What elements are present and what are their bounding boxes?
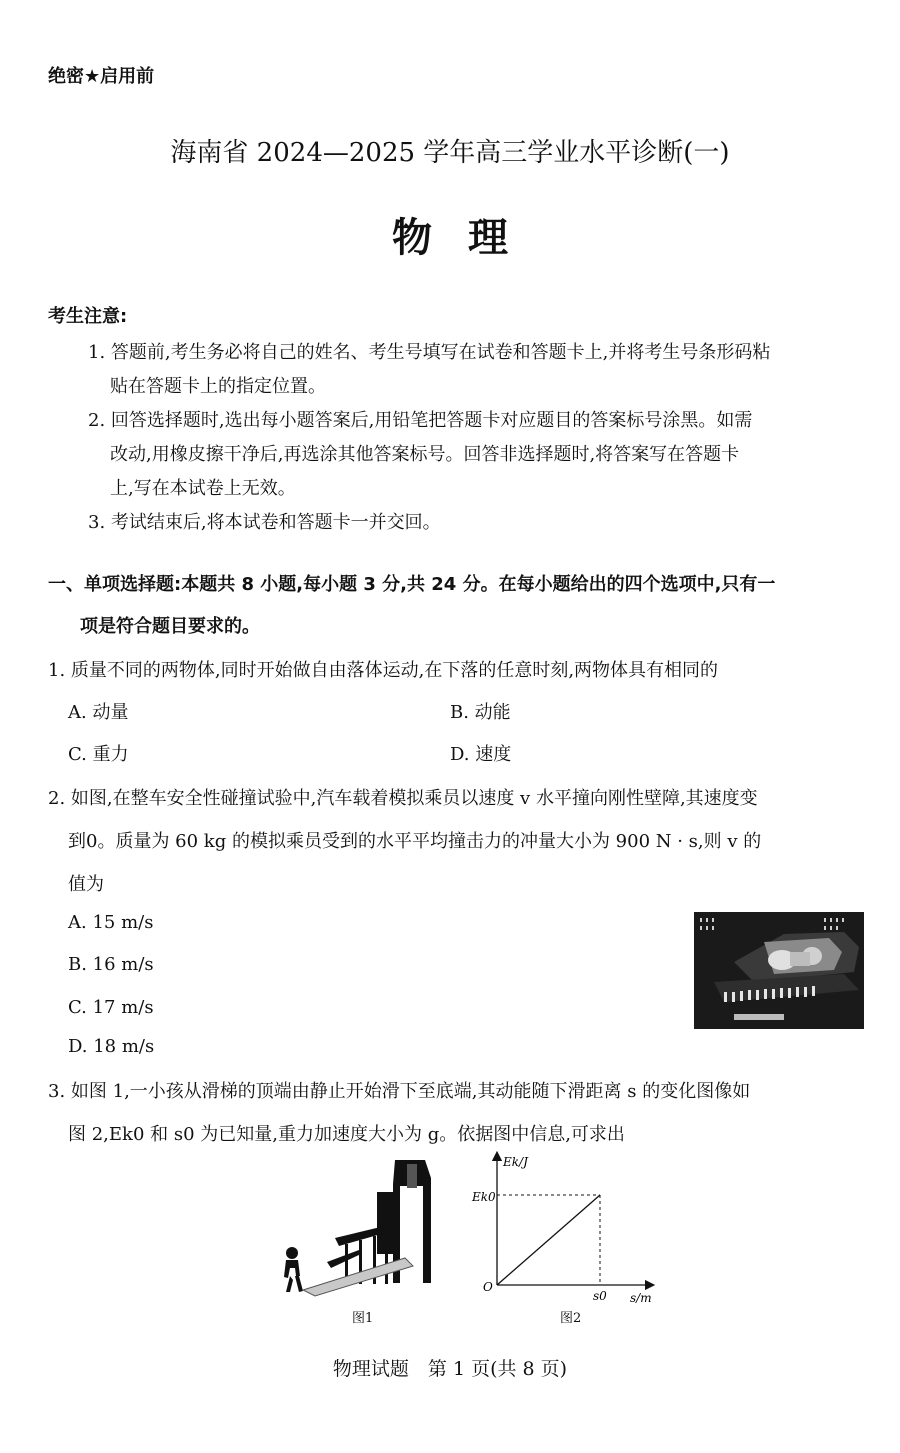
page-footer: 物理试题 第 1 页(共 8 页) [332, 1358, 568, 1380]
q3-stem-line-1: 3. 如图 1,一小孩从滑梯的顶端由静止开始滑下至底端,其动能随下滑距离 s 的变化图像如 [48, 1081, 751, 1102]
q3-stem-line-2: 图 2,Ek0 和 s0 为已知量,重力加速度大小为 g。依据图中信息,可求出 [68, 1124, 625, 1145]
notice-item-1-line-2: 贴在答题卡上的指定位置。 [110, 376, 326, 397]
y-axis-label: Ek/J [503, 1155, 528, 1169]
origin-label: O [483, 1280, 493, 1294]
secret-label: 绝密★启用前 [48, 66, 155, 87]
subject-title: 物理 [392, 215, 544, 261]
q2-option-a: A. 15 m/s [68, 912, 154, 933]
exam-title: 海南省 2024—2025 学年高三学业水平诊断(一) [170, 138, 730, 168]
ek-s-graph [470, 1150, 660, 1305]
child-silhouette [284, 1247, 303, 1292]
ek-s-line [497, 1195, 600, 1285]
figure-2-caption: 图2 [560, 1311, 582, 1326]
x-tick-s0: s0 [593, 1289, 607, 1303]
section-heading-line-1: 一、单项选择题:本题共 8 小题,每小题 3 分,共 24 分。在每小题给出的四个选项中,只有一 [48, 574, 776, 595]
slide-figure [275, 1158, 445, 1298]
q1-option-a: A. 动量 [68, 702, 129, 723]
section-heading-line-2: 项是符合题目要求的。 [80, 616, 260, 637]
q1-option-b: B. 动能 [450, 702, 511, 723]
figure-1-caption: 图1 [352, 1311, 374, 1326]
slide-structure [327, 1160, 431, 1284]
q1-stem: 1. 质量不同的两物体,同时开始做自由落体运动,在下落的任意时刻,两物体具有相同的 [48, 660, 719, 681]
notice-item-2-line-3: 上,写在本试卷上无效。 [110, 478, 296, 499]
q2-option-d: D. 18 m/s [68, 1036, 155, 1057]
crash-test-photo [694, 912, 864, 1029]
y-tick-ek0: Ek0 [472, 1190, 496, 1204]
q1-option-c: C. 重力 [68, 744, 129, 765]
q2-stem-line-2: 到0。质量为 60 kg 的模拟乘员受到的水平平均撞击力的冲量大小为 900 N · s,则 v 的 [68, 831, 762, 852]
notice-item-2-line-1: 2. 回答选择题时,选出每小题答案后,用铅笔把答题卡对应题目的答案标号涂黑。如需 [88, 410, 753, 431]
x-axis-label: s/m [630, 1291, 652, 1305]
q1-option-d: D. 速度 [450, 744, 512, 765]
notice-item-2-line-2: 改动,用橡皮擦干净后,再选涂其他答案标号。回答非选择题时,将答案写在答题卡 [110, 444, 740, 465]
notice-item-3: 3. 考试结束后,将本试卷和答题卡一并交回。 [88, 512, 441, 533]
notice-title: 考生注意: [48, 306, 128, 327]
q2-option-b: B. 16 m/s [68, 954, 154, 975]
notice-item-1-line-1: 1. 答题前,考生务必将自己的姓名、考生号填写在试卷和答题卡上,并将考生号条形码粘 [88, 342, 771, 363]
q2-stem-line-1: 2. 如图,在整车安全性碰撞试验中,汽车载着模拟乘员以速度 v 水平撞向刚性壁障,其速度变 [48, 788, 758, 809]
q2-stem-line-3: 值为 [68, 874, 104, 895]
q2-option-c: C. 17 m/s [68, 997, 154, 1018]
